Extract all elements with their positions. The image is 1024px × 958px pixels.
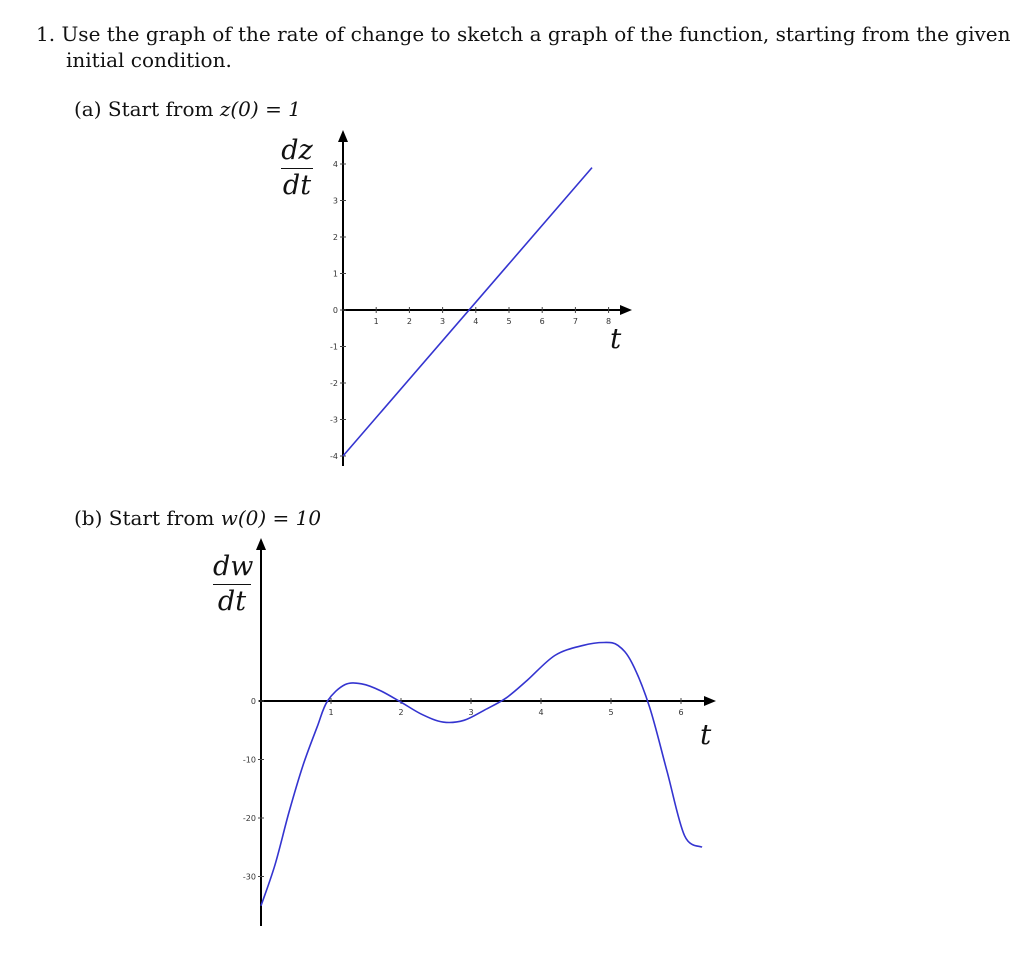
part-b-xlabel: t (700, 718, 712, 751)
chart-a-x-tick-label: 4 (473, 317, 479, 326)
chart-a-x-tick-label: 2 (406, 317, 412, 326)
chart-b-x-tick-label: 2 (398, 708, 404, 717)
part-a-ylabel-num: dz (281, 135, 313, 166)
chart-a-y-tick-label: 1 (332, 269, 338, 279)
chart-b-y-tick-label: -10 (242, 755, 256, 765)
chart-a-x-tick-label: 7 (572, 317, 578, 326)
chart-a-x-tick-label: 6 (539, 317, 545, 326)
chart-a-y-tick-label: 2 (332, 233, 338, 242)
chart-b-y-axis-arrow (256, 538, 266, 550)
question-number: 1. (36, 22, 56, 46)
part-b-label: (b) Start from (74, 506, 221, 530)
chart-b-x-tick-label: 5 (608, 708, 614, 717)
part-a-ylabel-den: dt (282, 170, 312, 201)
part-a-xlabel: t (610, 322, 622, 355)
chart-b-x-tick-label: 6 (678, 708, 684, 717)
chart-a-x-tick-label: 8 (606, 317, 612, 326)
chart-a-x-tick-label: 1 (373, 317, 379, 326)
part-b-ylabel-den: dt (217, 586, 247, 617)
chart-a-y-tick-label: 3 (332, 196, 338, 206)
chart-a-x-tick-label: 5 (506, 317, 512, 326)
chart-a-y-tick-label: 0 (332, 306, 338, 315)
chart-b-y-tick-label: -30 (242, 872, 256, 882)
part-b-condition: w(0) = 10 (220, 506, 322, 530)
chart-a-y-tick-label: -3 (330, 415, 338, 425)
chart-a-y-tick-label: -4 (330, 452, 338, 461)
chart-a-y-tick-label: -1 (330, 342, 338, 352)
chart-b-y-tick-label: -20 (242, 814, 256, 823)
chart-b-x-tick-label: 1 (328, 708, 334, 717)
chart-b-series-line (261, 642, 702, 905)
chart-b-y-tick-label: 0 (250, 697, 256, 706)
chart-b-x-axis-arrow (704, 696, 716, 706)
question-text-line1: Use the graph of the rate of change to sketch a graph of the function, starting from the given (61, 22, 1011, 46)
chart-a-y-tick-label: 4 (332, 160, 338, 169)
chart-a-x-tick-label: 3 (440, 317, 446, 326)
question-text-line2: initial condition. (66, 48, 232, 72)
part-a-condition: z(0) = 1 (219, 97, 301, 121)
part-b-ylabel-num: dw (213, 551, 254, 582)
chart-b-x-tick-label: 3 (468, 708, 474, 717)
part-a-label: (a) Start from (74, 97, 220, 121)
chart-b-ticks (243, 697, 684, 882)
chart-b-x-tick-label: 4 (538, 708, 544, 717)
chart-a-y-tick-label: -2 (330, 379, 338, 388)
